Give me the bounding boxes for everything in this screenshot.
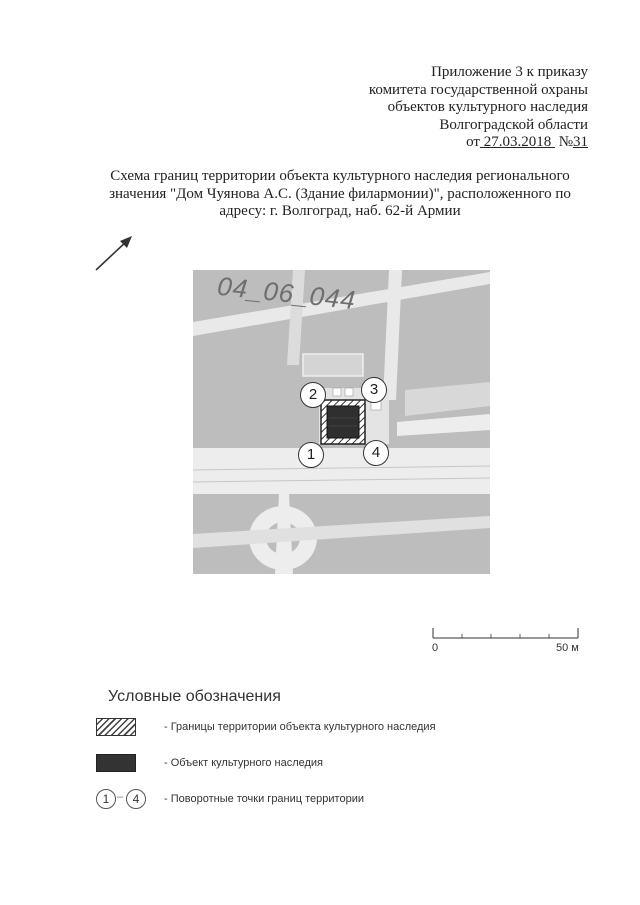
- header-line-3: объектов культурного наследия: [387, 99, 588, 115]
- legend-label-points: - Поворотные точки границ территории: [164, 793, 364, 805]
- document-header: [268, 64, 588, 152]
- turning-points-icon: 1 – 4: [96, 790, 136, 808]
- legend-label-object: - Объект культурного наследия: [164, 757, 324, 769]
- scale-bar-graphic: [432, 626, 582, 642]
- scale-bar: [432, 626, 582, 656]
- title-line-2: значения "Дом Чуянова А.С. (Здание филармонии)", расположенного по: [109, 185, 571, 202]
- site-map: [193, 270, 490, 574]
- legend-point-from: 1: [96, 789, 116, 809]
- order-date: 27.03.2018: [483, 134, 552, 150]
- solid-object-icon: [96, 754, 136, 772]
- date-prefix: от: [466, 134, 480, 150]
- header-line-4: Волгоградской области: [439, 116, 588, 133]
- north-arrow-icon: [92, 232, 136, 274]
- document-title: [90, 168, 590, 221]
- title-line-3: адресу: г. Волгоград, наб. 62-й Армии: [219, 203, 461, 219]
- number-prefix: №: [558, 134, 573, 150]
- order-number: 31: [573, 134, 588, 150]
- legend-label-boundary: - Границы территории объекта культурного наследия: [164, 721, 436, 733]
- hatched-boundary-icon: [96, 718, 136, 736]
- map-graphic: [193, 270, 490, 574]
- header-line-1: Приложение 3 к приказу: [431, 64, 588, 80]
- title-line-1: Схема границ территории объекта культурного наследия регионального: [110, 168, 570, 184]
- scale-start-label: 0: [432, 642, 439, 654]
- legend-point-to: 4: [126, 789, 146, 809]
- order-date-number: [268, 134, 588, 152]
- turning-point-1: 1: [298, 442, 324, 468]
- turning-point-2: 2: [300, 382, 326, 408]
- turning-point-3: 3: [361, 377, 387, 403]
- turning-point-4: 4: [363, 440, 389, 466]
- legend-title: Условные обозначения: [108, 688, 281, 705]
- cadastral-code: 04_06_044: [215, 270, 358, 316]
- header-line-2: комитета государственной охраны: [368, 81, 588, 98]
- scale-end-label: 50 м: [556, 642, 579, 654]
